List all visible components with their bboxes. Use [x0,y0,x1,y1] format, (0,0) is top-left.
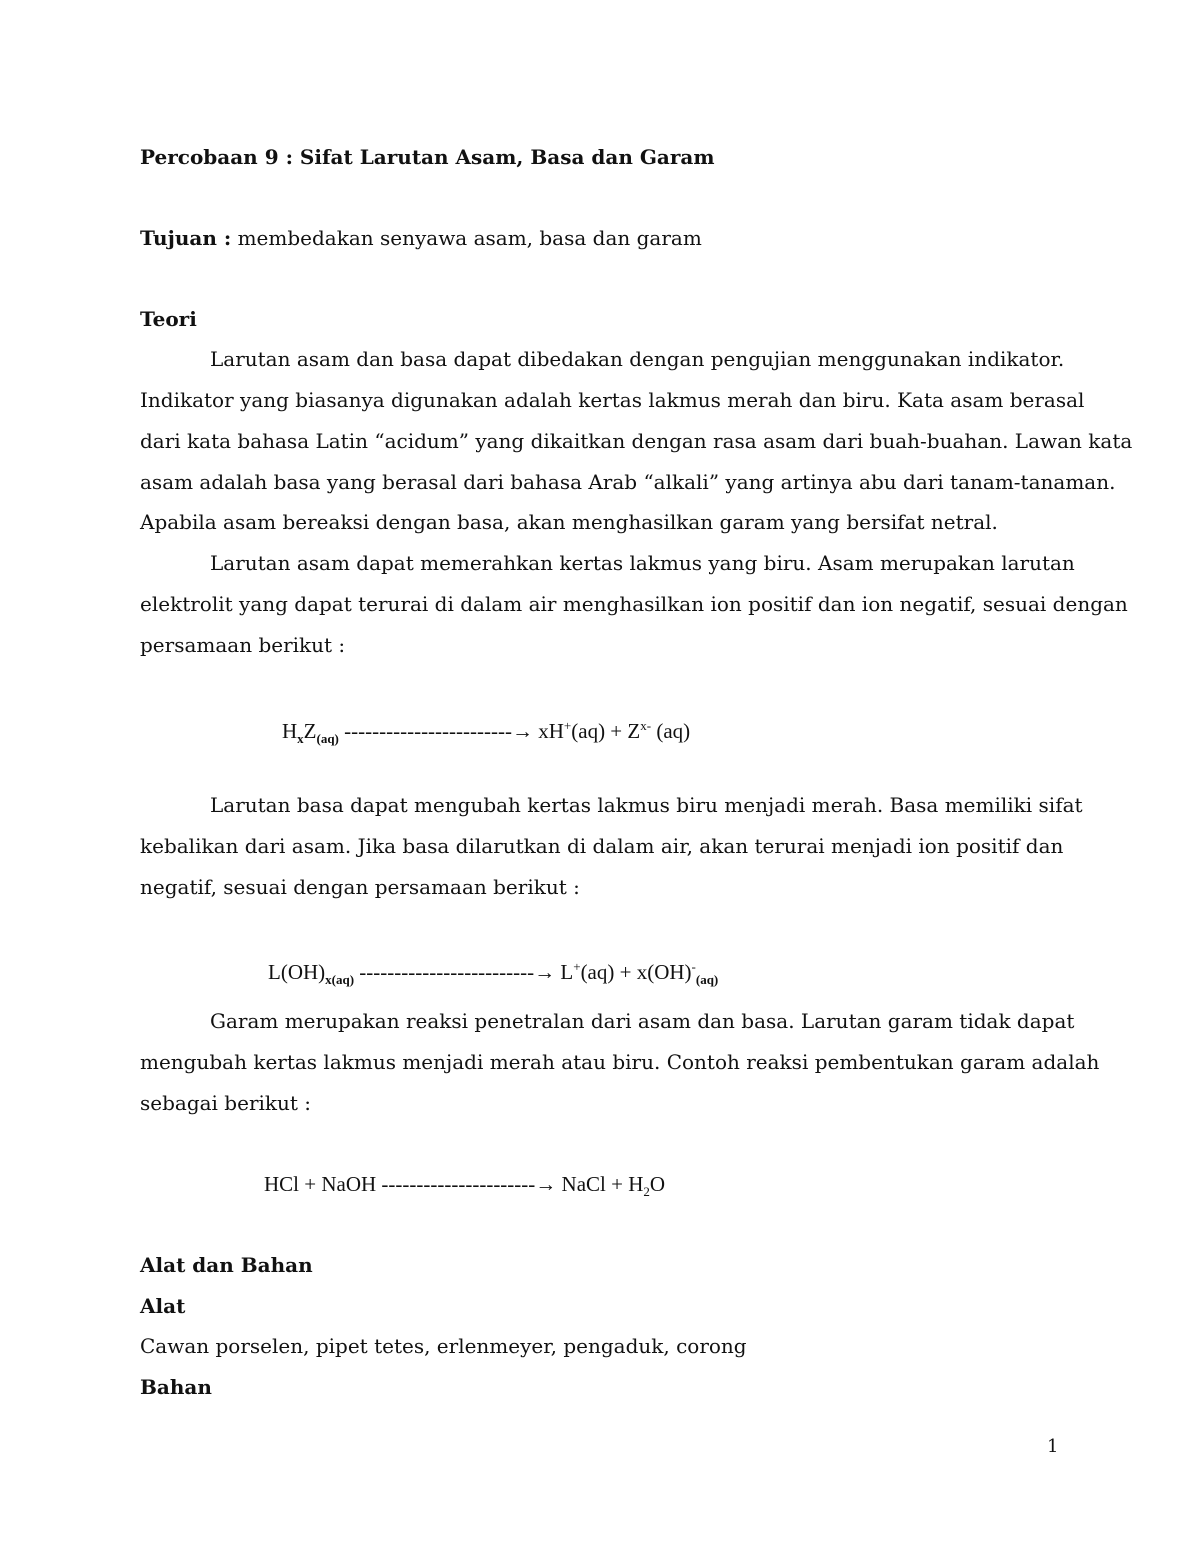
teori-p2-line: Larutan asam dapat memerahkan kertas lakmus yang biru. Asam merupakan larutan [210,551,1075,575]
teori-p4-line: Garam merupakan reaksi penetralan dari asam dan basa. Larutan garam tidak dapat [210,1009,1075,1033]
teori-p1-line: Apabila asam bereaksi dengan basa, akan menghasilkan garam yang bersifat netral. [140,510,998,534]
tujuan-label: Tujuan : [140,226,232,250]
equation-base-dissociation: $L(OH)_{x(aq)}$ -------------------------→ $L^+(aq) + x(OH)^-_{(aq)}$ [268,959,719,988]
bahan-heading: Bahan [140,1375,212,1399]
teori-p1-line: Larutan asam dan basa dapat dibedakan dengan pengujian menggunakan indikator. [210,347,1065,371]
alat-heading: Alat [140,1294,186,1318]
tujuan-line [140,225,702,251]
reaction-arrow: ----------------------→ [381,1172,562,1196]
alat-bahan-heading: Alat dan Bahan [140,1253,313,1277]
teori-p1-line: asam adalah basa yang berasal dari bahasa Arab “alkali” yang artinya abu dari tanam-tanaman. [140,470,1116,494]
page-number: 1 [1047,1436,1059,1457]
teori-p1-line: dari kata bahasa Latin “acidum” yang dikaitkan dengan rasa asam dari buah-buahan. Lawan kata [140,429,1133,453]
teori-p3-line: Larutan basa dapat mengubah kertas lakmus biru menjadi merah. Basa memiliki sifat [210,793,1083,817]
teori-p3-line: negatif, sesuai dengan persamaan berikut : [140,875,580,899]
equation-acid-dissociation: $H_xZ_{(aq)}$ ------------------------→ $xH^+(aq) + Z^{x-}$ (aq) [282,718,691,747]
alat-list: Cawan porselen, pipet tetes, erlenmeyer, pengaduk, corong [140,1334,747,1358]
reaction-arrow: ------------------------→ [338,719,539,743]
teori-p2-line: elektrolit yang dapat terurai di dalam air menghasilkan ion positif dan ion negatif, sesuai dengan [140,592,1128,616]
teori-p1-line: Indikator yang biasanya digunakan adalah kertas lakmus merah dan biru. Kata asam berasal [140,388,1085,412]
teori-p4-line: sebagai berikut : [140,1091,312,1115]
teori-p4-line: mengubah kertas lakmus menjadi merah atau biru. Contoh reaksi pembentukan garam adalah [140,1050,1100,1074]
teori-p2-line: persamaan berikut : [140,633,346,657]
teori-p3-line: kebalikan dari asam. Jika basa dilarutkan di dalam air, akan terurai menjadi ion positif dan [140,834,1064,858]
teori-heading: Teori [140,307,197,331]
reaction-arrow: -------------------------→ [354,960,561,984]
document-title: Percobaan 9 : Sifat Larutan Asam, Basa dan Garam [140,145,715,169]
tujuan-text: membedakan senyawa asam, basa dan garam [231,226,702,250]
equation-salt-formation: HCl + NaOH ----------------------→ NaCl + $H_2O$ [264,1172,666,1200]
